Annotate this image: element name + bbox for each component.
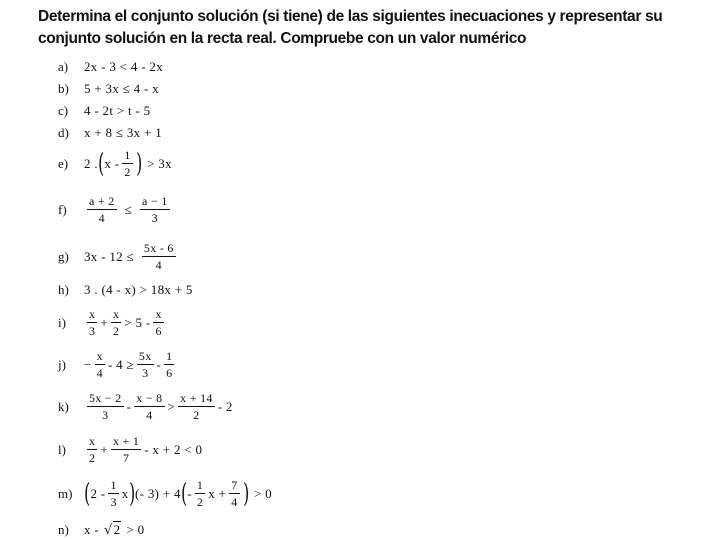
inequality-e <box>58 148 172 179</box>
fraction <box>153 307 163 338</box>
fraction <box>87 434 97 465</box>
expression <box>84 194 173 225</box>
denominator: 3 <box>110 495 117 509</box>
square-root <box>104 521 121 538</box>
expr-part: x + <box>208 485 227 501</box>
expr-part: > 3x <box>147 155 172 171</box>
expr-part: − <box>84 356 92 372</box>
numerator: x <box>89 307 96 321</box>
radicand: 2 <box>113 522 121 537</box>
numerator: x <box>155 307 162 321</box>
expression <box>84 478 272 509</box>
item-label: i) <box>58 314 66 330</box>
item-label: j) <box>58 356 66 372</box>
expr-part: > 0 <box>126 521 145 537</box>
fraction <box>87 194 117 225</box>
expr-part: + <box>100 314 108 330</box>
item-label: a) <box>58 59 69 74</box>
denominator: 3 <box>151 211 158 225</box>
expression <box>84 434 202 465</box>
item-label: h) <box>58 282 69 297</box>
fraction <box>195 478 205 509</box>
numerator: x <box>89 434 96 448</box>
expr-part: x <box>121 485 129 501</box>
numerator: x + 1 <box>112 434 140 448</box>
fraction <box>111 434 141 465</box>
denominator: 4 <box>98 211 105 225</box>
fraction <box>142 241 176 272</box>
inequality-i <box>58 307 167 338</box>
expr-part: - <box>156 356 162 372</box>
numerator: 1 <box>196 478 204 492</box>
numerator: 1 <box>124 148 131 162</box>
numerator: a − 1 <box>142 194 168 208</box>
instructions-heading <box>38 6 718 50</box>
fraction <box>122 148 132 179</box>
expr-part: 2 . <box>84 155 98 171</box>
heading-line-1: Determina el conjunto solución (si tiene) de las siguientes inecuaciones y representar su <box>38 8 663 25</box>
fraction <box>87 391 124 422</box>
denominator: 2 <box>124 165 131 179</box>
fraction <box>95 349 105 380</box>
fraction <box>178 391 215 422</box>
right-paren: ) <box>242 478 249 509</box>
right-paren: ) <box>128 478 135 509</box>
numerator: 5x − 2 <box>89 391 122 405</box>
numerator: x + 14 <box>180 391 213 405</box>
numerator: x <box>96 349 103 363</box>
item-label: c) <box>58 103 69 118</box>
denominator: 4 <box>231 495 238 509</box>
expression <box>84 521 144 538</box>
denominator: 2 <box>112 324 120 338</box>
expr-part: (- 3) + 4 <box>135 485 181 501</box>
item-label: n) <box>58 521 69 537</box>
denominator: 6 <box>166 366 173 380</box>
expression: x + 8 ≤ 3x + 1 <box>84 125 162 140</box>
expr-part: - x + 2 < 0 <box>144 441 203 457</box>
fraction <box>87 307 97 338</box>
item-label: m) <box>58 485 73 501</box>
denominator: 4 <box>155 258 162 272</box>
inequality-k <box>58 391 233 422</box>
denominator: 6 <box>155 324 162 338</box>
expr-part: - <box>126 398 132 414</box>
item-label: b) <box>58 81 69 96</box>
numerator: x − 8 <box>136 391 163 405</box>
expression: 2x - 3 < 4 - 2x <box>84 59 163 74</box>
inequality-b <box>58 81 159 97</box>
fraction <box>134 391 164 422</box>
numerator: 7 <box>231 478 238 492</box>
expr-part: x - <box>84 521 99 537</box>
inequality-m <box>58 478 272 509</box>
expression <box>84 349 177 380</box>
item-label: g) <box>58 248 69 264</box>
left-paren: ( <box>180 478 188 509</box>
expr-part: x - <box>104 155 120 171</box>
denominator: 4 <box>96 366 103 380</box>
fraction <box>137 349 154 380</box>
expression: 4 - 2t > t - 5 <box>84 103 151 118</box>
expr-part: - 2 <box>217 398 233 414</box>
item-label: l) <box>58 441 66 457</box>
inequality-g <box>58 241 179 272</box>
fraction <box>140 194 170 225</box>
left-paren: ( <box>84 478 91 509</box>
inequality-n <box>58 521 144 538</box>
numerator: x <box>112 307 120 321</box>
denominator: 2 <box>196 495 204 509</box>
left-paren: ( <box>97 148 105 179</box>
expression: 5 + 3x ≤ 4 - x <box>84 81 159 96</box>
denominator: 7 <box>122 451 130 465</box>
inequality-l <box>58 434 202 465</box>
fraction <box>111 307 121 338</box>
item-label: d) <box>58 125 69 140</box>
expression: 3 . (4 - x) > 18x + 5 <box>84 282 193 297</box>
expr-part: - <box>187 485 192 501</box>
expr-part: + <box>100 441 108 457</box>
numerator: 1 <box>166 349 173 363</box>
fraction <box>108 478 118 509</box>
radical-sign-icon: √ <box>103 523 113 538</box>
expression <box>84 391 233 422</box>
inequality-f <box>58 194 173 225</box>
inequality-c <box>58 103 150 119</box>
inequality-d <box>58 125 162 141</box>
expr-part: 3x - 12 ≤ <box>84 248 134 264</box>
item-label: k) <box>58 398 69 414</box>
denominator: 3 <box>142 366 149 380</box>
denominator: 2 <box>89 451 96 465</box>
denominator: 3 <box>102 408 109 422</box>
item-label: f) <box>58 201 67 217</box>
expression <box>84 307 167 338</box>
inequality-h <box>58 282 193 298</box>
expr-part: > <box>167 398 176 414</box>
expr-part: - 4 ≥ <box>107 356 134 372</box>
numerator: 1 <box>110 478 117 492</box>
right-paren: ) <box>135 148 143 179</box>
numerator: a + 2 <box>89 194 115 208</box>
item-label: e) <box>58 155 69 171</box>
fraction <box>229 478 239 509</box>
inequality-j <box>58 349 177 380</box>
expr-part: ≤ <box>124 201 133 217</box>
expr-part: > 5 - <box>124 314 151 330</box>
numerator: 5x <box>138 349 152 363</box>
expr-part: 2 - <box>90 485 106 501</box>
denominator: 4 <box>146 408 153 422</box>
heading-line-2: conjunto solución en la recta real. Compruebe con un valor numérico <box>38 30 527 47</box>
expression <box>84 148 172 179</box>
denominator: 2 <box>193 408 200 422</box>
fraction <box>164 349 174 380</box>
expression <box>84 241 179 272</box>
denominator: 3 <box>89 324 96 338</box>
inequality-a <box>58 59 163 75</box>
numerator: 5x - 6 <box>143 241 174 255</box>
expr-part: > 0 <box>253 485 272 501</box>
